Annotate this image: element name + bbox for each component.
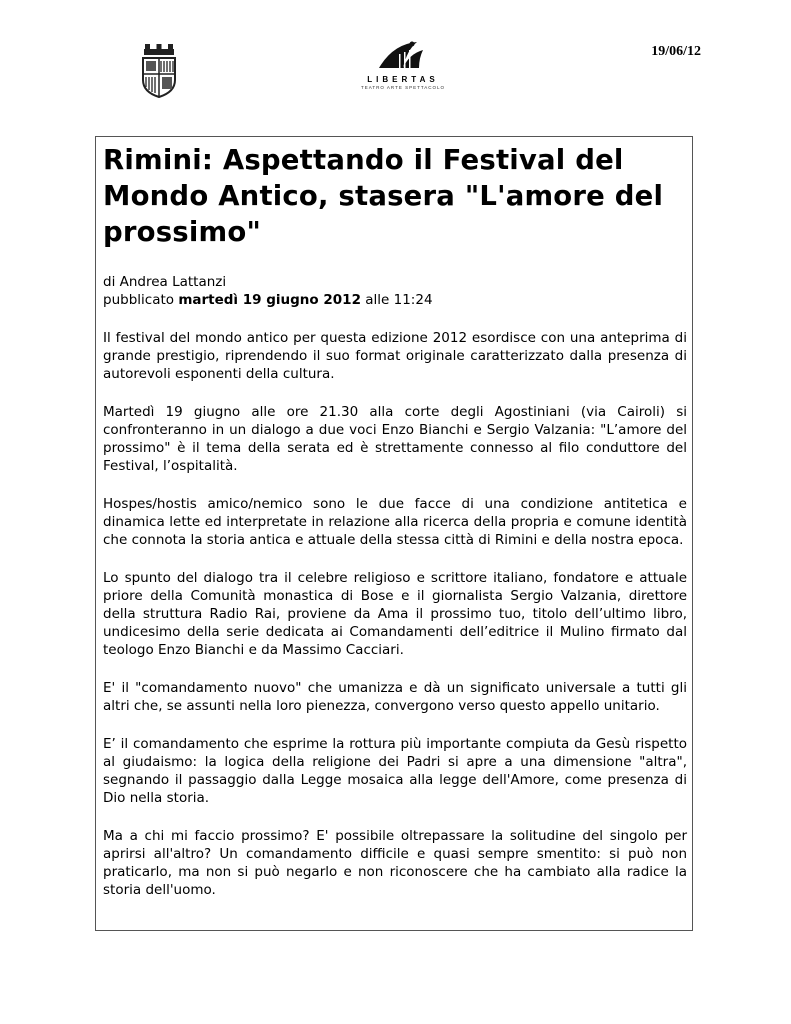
- rimini-coat-of-arms-icon: [140, 42, 178, 102]
- logo-name: LIBERTAS: [367, 75, 439, 84]
- paragraph: Lo spunto del dialogo tra il celebre religioso e scrittore italiano, fondatore e attuale priore della Comunità monastica di Bose e il giornalista Sergio Valzania, direttore della struttura Radio Rai, proviene da Ama il prossimo tuo, titolo dell’ultimo libro, undicesimo della serie dedicata ai Comandamenti dell’editrice il Mulino firmato dal teologo Enzo Bianchi e da Massimo Cacciari.: [103, 570, 687, 658]
- article-content: [103, 142, 687, 899]
- published-prefix: pubblicato: [103, 292, 179, 308]
- libertas-logo: [357, 40, 449, 90]
- paragraph: Martedì 19 giugno alle ore 21.30 alla corte degli Agostiniani (via Cairoli) si confronteranno in un dialogo a due voci Enzo Bianchi e Sergio Valzania: "L’amore del prossimo" è il tema della serata ed è strettamente connesso al filo conduttore del Festival, l’ospitalità.: [103, 404, 687, 474]
- article-title: Rimini: Aspettando il Festival del Mondo Antico, stasera "L'amore del prossimo": [103, 144, 664, 248]
- byline: [103, 273, 687, 309]
- paragraph: Ma a chi mi faccio prossimo? E' possibile oltrepassare la solitudine del singolo per aprirsi all'altro? Un comandamento difficile e quasi sempre smentito: si può non praticarlo, ma non si può negarlo e non riconoscere che ha cambiato alla radice la storia dell'uomo.: [103, 828, 687, 898]
- published-date: martedì 19 giugno 2012: [178, 292, 361, 308]
- paragraph: Il festival del mondo antico per questa edizione 2012 esordisce con una anteprima di grande prestigio, riprendendo il suo format originale caratterizzato dalla presenza di autorevoli esponenti della cultura.: [103, 330, 687, 382]
- published-line: [103, 291, 687, 309]
- document-date: 19/06/12: [651, 44, 701, 59]
- paragraph: E’ il comandamento che esprime la rottura più importante compiuta da Gesù rispetto al giudaismo: la logica della religione dei Padri si apre a una dimensione "altra", segnando il passaggio dalla Legge mosaica alla legge dell'Amore, come presenza di Dio nella storia.: [103, 736, 687, 806]
- paragraph: E' il "comandamento nuovo" che umanizza e dà un significato universale a tutti gli altri che, se assunti nella loro pienezza, convergono verso questo appello unitario.: [103, 680, 687, 714]
- paragraph: Hospes/hostis amico/nemico sono le due facce di una condizione antitetica e dinamica lette ed interpretate in relazione alla ricerca della propria e comune identità che connota la storia antica e attuale della stessa città di Rimini e della nostra epoca.: [103, 496, 687, 548]
- libertas-emblem-icon: [373, 40, 433, 70]
- author-line: di Andrea Lattanzi: [103, 274, 227, 290]
- logo-tagline: TEATRO ARTE SPETTACOLO: [360, 85, 445, 90]
- published-suffix: alle 11:24: [360, 292, 433, 308]
